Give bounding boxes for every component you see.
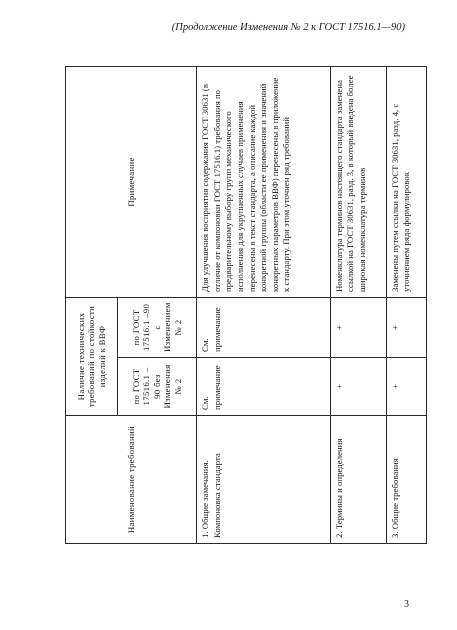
row-note: Заменены путем ссылки на ГОСТ 30631, разд. 4, с уточнением ряда формулировок <box>386 66 426 297</box>
row-value-a: + <box>386 358 426 416</box>
page-header: (Продолжение Изменения № 2 к ГОСТ 17516.1—90) <box>171 22 405 33</box>
header-group: Наличие технических требований по стойкости изделий к ВВФ <box>66 297 118 415</box>
row-value-a: См. примечание <box>197 358 331 416</box>
header-note: Примечание <box>66 66 197 297</box>
page-number: 3 <box>404 599 409 610</box>
header-name: Наименование требований <box>66 416 197 544</box>
row-note: Для улучшения восприятия содержания ГОСТ 30631 (в отличие от компоновки ГОСТ 17516.1) требования по предварительному выбору групп механического исполнения для укрупненных случаев применения перенесены в текст стандарта, а описание каждой конкретной группы (области ее применения и значений конкретных параметров ВВФ) перенесены в приложение к стандарту. При этом уточнен ряд требований <box>197 66 331 297</box>
header-sub-b: по ГОСТ 17516.1 –90 с Изменением № 2 <box>117 297 197 357</box>
row-value-a: + <box>330 358 386 416</box>
row-value-b: + <box>330 297 386 357</box>
row-value-b: + <box>386 297 426 357</box>
rotated-table-container <box>65 67 427 544</box>
row-name: 2. Термины и определения <box>330 416 386 544</box>
row-note: Номенклатура терминов настоящего стандарта заменена ссылкой на ГОСТ 30631, разд. 3, в который введена более широкая номенклатура терминов <box>330 66 386 297</box>
row-name: 1. Общие замечания. Компоновка стандарта <box>197 416 331 544</box>
row-value-b: См. примечание <box>197 297 331 357</box>
table-row <box>197 66 331 543</box>
table-row <box>386 66 426 543</box>
table-header-row <box>66 66 118 543</box>
row-name: 3. Общие требования <box>386 416 426 544</box>
requirements-table <box>65 66 427 544</box>
table-row <box>330 66 386 543</box>
header-sub-a: по ГОСТ 17516.1 – 90 без Изменения № 2 <box>117 358 197 416</box>
